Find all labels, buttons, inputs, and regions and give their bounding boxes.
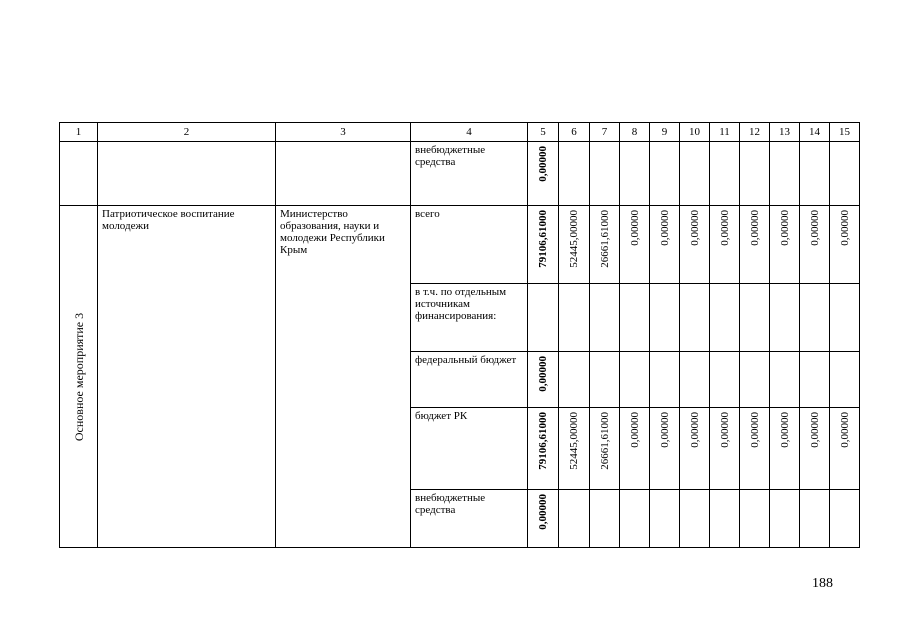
year-value: 0,00000 — [808, 412, 821, 448]
year-value: 0,00000 — [838, 412, 851, 448]
measure-title-cell — [60, 206, 98, 548]
header-cell: 7 — [590, 123, 620, 142]
header-cell: 3 — [276, 123, 411, 142]
empty-cell — [98, 142, 276, 206]
source-label: внебюджетные средства — [411, 490, 528, 548]
header-cell: 8 — [620, 123, 650, 142]
header-cell: 11 — [710, 123, 740, 142]
page-number: 188 — [812, 576, 833, 591]
year-value: 0,00000 — [748, 210, 761, 246]
year-value: 52445,00000 — [568, 412, 580, 470]
year-value: 0,00000 — [628, 210, 641, 246]
source-label: внебюджетные средства — [411, 142, 528, 206]
total-value: 79106,61000 — [537, 210, 549, 268]
header-cell: 13 — [770, 123, 800, 142]
funding-table — [59, 122, 860, 548]
year-value: 0,00000 — [688, 210, 701, 246]
header-cell: 10 — [680, 123, 710, 142]
year-value: 0,00000 — [748, 412, 761, 448]
total-value: 0,00000 — [537, 146, 549, 182]
table-row-total — [60, 206, 860, 284]
year-value: 26661,61000 — [598, 412, 611, 470]
total-value: 0,00000 — [537, 356, 549, 392]
header-cell: 14 — [800, 123, 830, 142]
measure-title: Основное мероприятие 3 — [71, 312, 86, 441]
source-label: в т.ч. по отдельным источникам финансирования: — [411, 284, 528, 352]
year-value: 0,00000 — [838, 210, 851, 246]
year-value: 0,00000 — [718, 210, 731, 246]
year-value: 0,00000 — [658, 210, 671, 246]
header-cell: 6 — [559, 123, 590, 142]
header-cell: 4 — [411, 123, 528, 142]
total-value: 79106,61000 — [537, 412, 549, 470]
total-value-cell — [528, 142, 559, 206]
year-value: 0,00000 — [778, 412, 791, 448]
total-value-cell — [528, 352, 559, 408]
year-value: 0,00000 — [778, 210, 791, 246]
year-value: 52445,00000 — [568, 210, 580, 268]
total-value-cell — [528, 408, 559, 490]
header-cell: 15 — [830, 123, 860, 142]
table-row-extrabudget-top — [60, 142, 860, 206]
measure-executor: Министерство образования, науки и молодежи Республики Крым — [276, 206, 411, 548]
year-value: 0,00000 — [658, 412, 671, 448]
source-label: всего — [411, 206, 528, 284]
year-value: 0,00000 — [688, 412, 701, 448]
total-value-cell — [528, 490, 559, 548]
measure-name: Патриотическое воспитание молодежи — [98, 206, 276, 548]
source-label: бюджет РК — [411, 408, 528, 490]
header-cell: 5 — [528, 123, 559, 142]
header-cell: 2 — [98, 123, 276, 142]
empty-cell — [60, 142, 98, 206]
source-label: федеральный бюджет — [411, 352, 528, 408]
year-value: 0,00000 — [718, 412, 731, 448]
empty-cell — [276, 142, 411, 206]
year-value: 0,00000 — [628, 412, 641, 448]
total-value-cell — [528, 206, 559, 284]
header-cell: 1 — [60, 123, 98, 142]
year-value: 26661,61000 — [598, 210, 611, 268]
total-value: 0,00000 — [537, 494, 549, 530]
header-cell: 12 — [740, 123, 770, 142]
year-value: 0,00000 — [808, 210, 821, 246]
header-cell: 9 — [650, 123, 680, 142]
header-row — [60, 123, 860, 142]
